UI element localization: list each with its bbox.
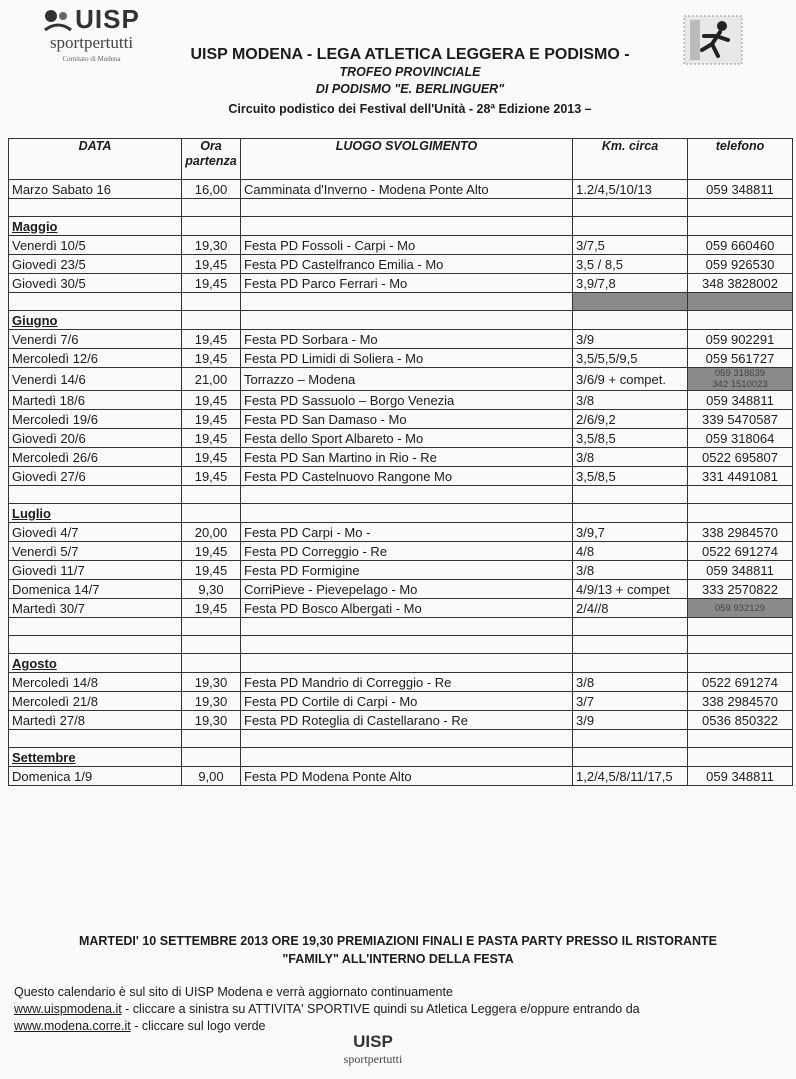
time-cell: 19,45 [182, 542, 241, 561]
table-row [9, 330, 793, 349]
uisp-logo [24, 4, 159, 63]
empty-cell [573, 636, 688, 654]
phone-cell: 333 2570822 [688, 580, 793, 599]
location-cell: Festa PD San Martino in Rio - Re [241, 448, 573, 467]
empty-cell [241, 199, 573, 217]
col-header-telefono: telefono [688, 139, 793, 180]
time-cell: 19,45 [182, 599, 241, 618]
date-cell: Mercoledì 14/8 [9, 673, 182, 692]
title-line-1: UISP MODENA - LEGA ATLETICA LEGGERA E PODISMO - [190, 46, 630, 63]
phone-cell: 338 2984570 [688, 692, 793, 711]
phone-cell: 0522 691274 [688, 673, 793, 692]
time-cell: 19,45 [182, 410, 241, 429]
modena-corre-link[interactable]: www.modena.corre.it [14, 1019, 131, 1033]
phone-cell: 059 932129 [688, 599, 793, 618]
empty-cell [573, 504, 688, 523]
table-row [9, 692, 793, 711]
phone-cell: 059 348811 [688, 391, 793, 410]
distance-cell: 3,5 / 8,5 [573, 255, 688, 274]
time-cell: 19,45 [182, 448, 241, 467]
empty-cell [9, 199, 182, 217]
col-header-luogo: LUOGO SVOLGIMENTO [241, 139, 573, 180]
time-cell: 19,45 [182, 274, 241, 293]
empty-cell [688, 486, 793, 504]
spacer-row [9, 199, 793, 217]
time-cell: 19,45 [182, 561, 241, 580]
empty-cell [9, 293, 182, 311]
table-row [9, 711, 793, 730]
final-line-1: MARTEDI' 10 SETTEMBRE 2013 ORE 19,30 PREMIAZIONI FINALI E PASTA PARTY PRESSO IL RISTORANTE [78, 934, 718, 948]
month-row [9, 748, 793, 767]
empty-cell [573, 293, 688, 311]
location-cell: Festa dello Sport Albareto - Mo [241, 429, 573, 448]
empty-cell [182, 293, 241, 311]
date-cell: Giovedì 27/6 [9, 467, 182, 486]
distance-cell: 4/8 [573, 542, 688, 561]
phone-cell: 059 348811 [688, 180, 793, 199]
phone-cell: 059 318639 342 1510023 [688, 368, 793, 391]
location-cell: Festa PD Sassuolo – Borgo Venezia [241, 391, 573, 410]
phone-cell: 059 348811 [688, 561, 793, 580]
date-cell: Martedì 18/6 [9, 391, 182, 410]
date-cell: Venerdì 14/6 [9, 368, 182, 391]
date-cell: Mercoledì 26/6 [9, 448, 182, 467]
location-cell: Festa PD Castelfranco Emilia - Mo [241, 255, 573, 274]
distance-cell: 1.2/4,5/10/13 [573, 180, 688, 199]
table-row [9, 542, 793, 561]
location-cell: Festa PD Roteglia di Castellarano - Re [241, 711, 573, 730]
location-cell: Festa PD San Damaso - Mo [241, 410, 573, 429]
empty-cell [573, 311, 688, 330]
uisp-modena-link[interactable]: www.uispmodena.it [14, 1002, 122, 1016]
date-cell: Mercoledì 12/6 [9, 349, 182, 368]
month-label: Giugno [9, 311, 182, 330]
time-cell: 19,45 [182, 255, 241, 274]
empty-cell [182, 636, 241, 654]
empty-cell [182, 217, 241, 236]
phone-cell: 059 902291 [688, 330, 793, 349]
empty-cell [573, 748, 688, 767]
month-row [9, 217, 793, 236]
empty-cell [688, 504, 793, 523]
table-header-row [9, 139, 793, 180]
time-cell: 21,00 [182, 368, 241, 391]
table-row [9, 523, 793, 542]
empty-cell [688, 730, 793, 748]
date-cell: Giovedì 11/7 [9, 561, 182, 580]
empty-cell [241, 730, 573, 748]
table-row [9, 274, 793, 293]
empty-cell [182, 199, 241, 217]
date-cell: Giovedì 30/5 [9, 274, 182, 293]
time-cell: 19,45 [182, 391, 241, 410]
title-line-3: DI PODISMO "E. BERLINGUER" [315, 82, 505, 96]
location-cell: Festa PD Bosco Albergati - Mo [241, 599, 573, 618]
location-cell: Camminata d'Inverno - Modena Ponte Alto [241, 180, 573, 199]
empty-cell [573, 217, 688, 236]
empty-cell [182, 504, 241, 523]
month-label: Agosto [9, 654, 182, 673]
location-cell: Festa PD Formigine [241, 561, 573, 580]
location-cell: Festa PD Modena Ponte Alto [241, 767, 573, 786]
phone-cell: 348 3828002 [688, 274, 793, 293]
phone-cell: 331 4491081 [688, 467, 793, 486]
time-cell: 19,30 [182, 236, 241, 255]
date-cell: Venerdì 10/5 [9, 236, 182, 255]
location-cell: Festa PD Cortile di Carpi - Mo [241, 692, 573, 711]
time-cell: 9,00 [182, 767, 241, 786]
location-cell: Festa PD Sorbara - Mo [241, 330, 573, 349]
table-row [9, 448, 793, 467]
phone-cell: 059 660460 [688, 236, 793, 255]
spacer-row [9, 486, 793, 504]
table-row [9, 236, 793, 255]
time-cell: 19,45 [182, 330, 241, 349]
empty-cell [182, 618, 241, 636]
distance-cell: 3/9 [573, 711, 688, 730]
spacer-row [9, 636, 793, 654]
table-row [9, 673, 793, 692]
empty-cell [9, 618, 182, 636]
date-cell: Mercoledì 21/8 [9, 692, 182, 711]
distance-cell: 3,5/8,5 [573, 429, 688, 448]
time-cell: 19,30 [182, 711, 241, 730]
phone-cell: 059 318064 [688, 429, 793, 448]
table-row [9, 580, 793, 599]
distance-cell: 3/8 [573, 448, 688, 467]
empty-cell [241, 504, 573, 523]
empty-cell [573, 654, 688, 673]
month-row [9, 504, 793, 523]
time-cell: 16,00 [182, 180, 241, 199]
phone-cell: 0536 850322 [688, 711, 793, 730]
date-cell: Giovedì 23/5 [9, 255, 182, 274]
month-label: Luglio [9, 504, 182, 523]
month-row [9, 654, 793, 673]
table-row [9, 255, 793, 274]
note-line-3: - cliccare sul logo verde [130, 1019, 266, 1033]
empty-cell [688, 636, 793, 654]
distance-cell: 1,2/4,5/8/11/17,5 [573, 767, 688, 786]
location-cell: Festa PD Fossoli - Carpi - Mo [241, 236, 573, 255]
time-cell: 19,45 [182, 467, 241, 486]
time-cell: 19,45 [182, 429, 241, 448]
runner-icon [682, 14, 744, 66]
spacer-row [9, 293, 793, 311]
distance-cell: 3/9 [573, 330, 688, 349]
empty-cell [241, 311, 573, 330]
table-row [9, 410, 793, 429]
empty-cell [241, 636, 573, 654]
logo-subtitle: sportpertutti [49, 33, 134, 52]
date-cell: Martedì 27/8 [9, 711, 182, 730]
location-cell: Festa PD Mandrio di Correggio - Re [241, 673, 573, 692]
spacer-row [9, 618, 793, 636]
empty-cell [688, 654, 793, 673]
table-row [9, 429, 793, 448]
col-header-ora: Ora partenza [182, 139, 241, 180]
uisp-mark-icon [43, 8, 73, 32]
empty-cell [688, 748, 793, 767]
phone-cell: 0522 695807 [688, 448, 793, 467]
distance-cell: 3/7,5 [573, 236, 688, 255]
time-cell: 19,30 [182, 692, 241, 711]
location-cell: Festa PD Castelnuovo Rangone Mo [241, 467, 573, 486]
note-line-1: Questo calendario è sul sito di UISP Modena e verrà aggiornato continuamente [14, 985, 453, 999]
empty-cell [241, 618, 573, 636]
logo2-subtitle: sportpertutti [343, 1052, 403, 1066]
table-row [9, 349, 793, 368]
table-row [9, 467, 793, 486]
time-cell: 20,00 [182, 523, 241, 542]
distance-cell: 3,5/5,5/9,5 [573, 349, 688, 368]
uisp-logo-bottom [328, 1032, 418, 1067]
empty-cell [182, 486, 241, 504]
table-row [9, 391, 793, 410]
date-cell: Venerdì 7/6 [9, 330, 182, 349]
empty-cell [241, 748, 573, 767]
empty-cell [688, 199, 793, 217]
logo-brand: UISP [75, 4, 140, 34]
final-announcement [20, 932, 776, 968]
document-title [180, 46, 640, 118]
empty-cell [573, 486, 688, 504]
distance-cell: 3,5/8,5 [573, 467, 688, 486]
date-cell: Giovedì 4/7 [9, 523, 182, 542]
empty-cell [9, 730, 182, 748]
time-cell: 19,45 [182, 349, 241, 368]
distance-cell: 3/8 [573, 561, 688, 580]
calendar-table [8, 138, 793, 786]
time-cell: 19,30 [182, 673, 241, 692]
location-cell: Festa PD Parco Ferrari - Mo [241, 274, 573, 293]
month-label: Settembre [9, 748, 182, 767]
month-row [9, 311, 793, 330]
col-header-data: DATA [9, 139, 182, 180]
date-cell: Giovedì 20/6 [9, 429, 182, 448]
empty-cell [9, 636, 182, 654]
date-cell: Marzo Sabato 16 [9, 180, 182, 199]
empty-cell [241, 486, 573, 504]
spacer-row [9, 730, 793, 748]
empty-cell [241, 293, 573, 311]
table-row [9, 599, 793, 618]
empty-cell [688, 293, 793, 311]
phone-cell: 059 561727 [688, 349, 793, 368]
location-cell: Festa PD Carpi - Mo - [241, 523, 573, 542]
phone-cell: 059 926530 [688, 255, 793, 274]
title-line-4: Circuito podistico dei Festival dell'Unità - 28ª Edizione 2013 – [228, 102, 592, 116]
empty-cell [9, 486, 182, 504]
final-line-2: "FAMILY" ALL'INTERNO DELLA FESTA [282, 952, 514, 966]
empty-cell [241, 654, 573, 673]
date-cell: Martedì 30/7 [9, 599, 182, 618]
phone-cell: 339 5470587 [688, 410, 793, 429]
table-row [9, 767, 793, 786]
title-line-2: TROFEO PROVINCIALE [339, 65, 481, 79]
month-label: Maggio [9, 217, 182, 236]
note-line-2: - cliccare a sinistra su ATTIVITA' SPORTIVE quindi su Atletica Leggera e/oppure entrando da [121, 1002, 640, 1016]
phone-cell: 0522 691274 [688, 542, 793, 561]
empty-cell [182, 311, 241, 330]
empty-cell [182, 654, 241, 673]
distance-cell: 3/8 [573, 673, 688, 692]
distance-cell: 4/9/13 + compet [573, 580, 688, 599]
distance-cell: 2/4//8 [573, 599, 688, 618]
date-cell: Venerdì 5/7 [9, 542, 182, 561]
date-cell: Domenica 14/7 [9, 580, 182, 599]
date-cell: Domenica 1/9 [9, 767, 182, 786]
empty-cell [182, 748, 241, 767]
table-row [9, 561, 793, 580]
distance-cell: 3/8 [573, 391, 688, 410]
table-row [9, 180, 793, 199]
empty-cell [573, 730, 688, 748]
empty-cell [182, 730, 241, 748]
footer-notes [14, 984, 640, 1035]
table-row [9, 368, 793, 391]
empty-cell [573, 199, 688, 217]
distance-cell: 3/9,7 [573, 523, 688, 542]
empty-cell [241, 217, 573, 236]
logo-small-text: Comitato di Modena [62, 55, 121, 63]
location-cell: Torrazzo – Modena [241, 368, 573, 391]
date-cell: Mercoledì 19/6 [9, 410, 182, 429]
time-cell: 9,30 [182, 580, 241, 599]
distance-cell: 3/6/9 + compet. [573, 368, 688, 391]
location-cell: Festa PD Limidi di Soliera - Mo [241, 349, 573, 368]
location-cell: Festa PD Correggio - Re [241, 542, 573, 561]
distance-cell: 3/7 [573, 692, 688, 711]
empty-cell [573, 618, 688, 636]
empty-cell [688, 618, 793, 636]
location-cell: CorriPieve - Pievepelago - Mo [241, 580, 573, 599]
phone-cell: 059 348811 [688, 767, 793, 786]
distance-cell: 2/6/9,2 [573, 410, 688, 429]
distance-cell: 3,9/7,8 [573, 274, 688, 293]
col-header-km: Km. circa [573, 139, 688, 180]
empty-cell [688, 217, 793, 236]
logo2-brand: UISP [353, 1032, 393, 1051]
empty-cell [688, 311, 793, 330]
phone-cell: 338 2984570 [688, 523, 793, 542]
